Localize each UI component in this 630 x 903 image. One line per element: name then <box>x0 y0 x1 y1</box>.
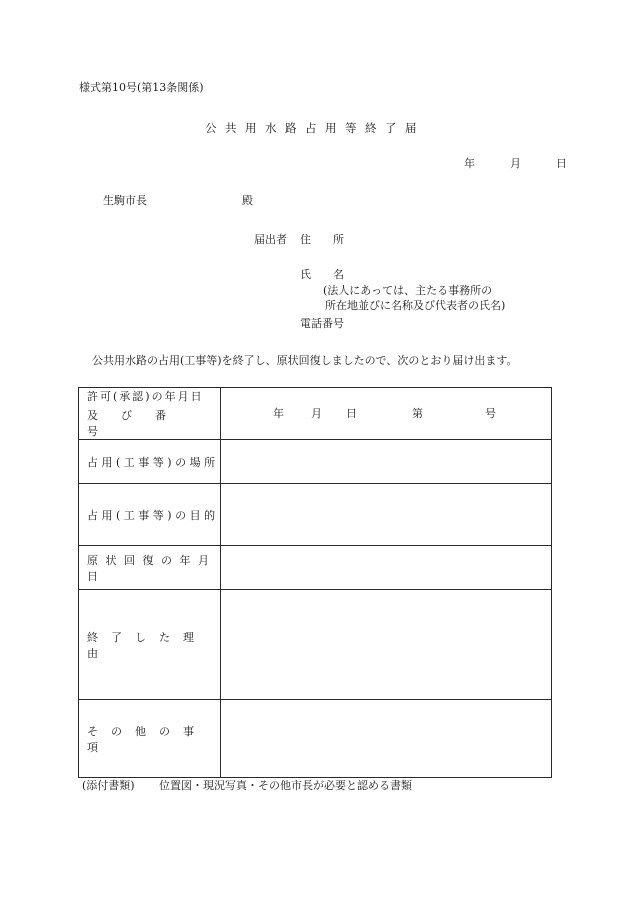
phone-label: 電話番号 <box>300 317 344 330</box>
attachments-label: (添付書類) <box>82 779 135 792</box>
label-permit-line2: 及び番号 <box>87 409 189 438</box>
applicant-label: 届出者 <box>254 233 287 246</box>
date-year-label: 年 <box>464 157 475 170</box>
label-restoration-date: 原状回復の年月日 <box>79 546 221 590</box>
label-location: 占用(工事等)の場所 <box>79 440 221 484</box>
table-row-permit <box>79 388 552 440</box>
address-label: 住 所 <box>300 233 344 246</box>
table-row-other <box>79 700 552 778</box>
body-text: 公共用水路の占用(工事等)を終了し、原状回復しましたので、次のとおり届け出ます。 <box>92 354 518 367</box>
form-table <box>78 387 552 778</box>
permit-day-label: 日 <box>346 406 357 420</box>
label-other: その他の事項 <box>79 700 221 778</box>
name-label: 氏 名 <box>300 268 344 281</box>
permit-dai-label: 第 <box>412 406 423 420</box>
restoration-date-field[interactable] <box>221 546 552 590</box>
form-number: 様式第10号(第13条関係) <box>79 81 204 94</box>
purpose-field[interactable] <box>221 484 552 546</box>
table-row-reason <box>79 590 552 700</box>
reason-field[interactable] <box>221 590 552 700</box>
location-field[interactable] <box>221 440 552 484</box>
table-row-restoration-date <box>79 546 552 590</box>
table-row-purpose <box>79 484 552 546</box>
permit-value-field[interactable] <box>221 388 552 440</box>
name-note-line1: (法人にあっては、主たる事務所の <box>323 284 493 297</box>
label-permit-line1: 許可(承認)の年月日 <box>87 390 204 403</box>
recipient-honorific: 殿 <box>242 194 253 207</box>
date-day-label: 日 <box>556 157 567 170</box>
permit-year-label: 年 <box>273 406 284 420</box>
label-permit-date-number <box>79 388 221 440</box>
label-purpose: 占用(工事等)の目的 <box>79 484 221 546</box>
submission-date <box>464 157 567 171</box>
label-reason: 終了した理由 <box>79 590 221 700</box>
permit-month-label: 月 <box>311 406 322 420</box>
name-note-line2: 所在地並びに名称及び代表者の氏名) <box>325 299 506 312</box>
form-title: 公共用水路占用等終了届 <box>205 121 425 135</box>
recipient-name: 生駒市長 <box>103 194 147 207</box>
other-field[interactable] <box>221 700 552 778</box>
attachments-text: 位置図・現況写真・その他市長が必要と認める書類 <box>159 779 412 792</box>
permit-gou-label: 号 <box>485 406 496 420</box>
table-row-location <box>79 440 552 484</box>
date-month-label: 月 <box>510 157 521 170</box>
